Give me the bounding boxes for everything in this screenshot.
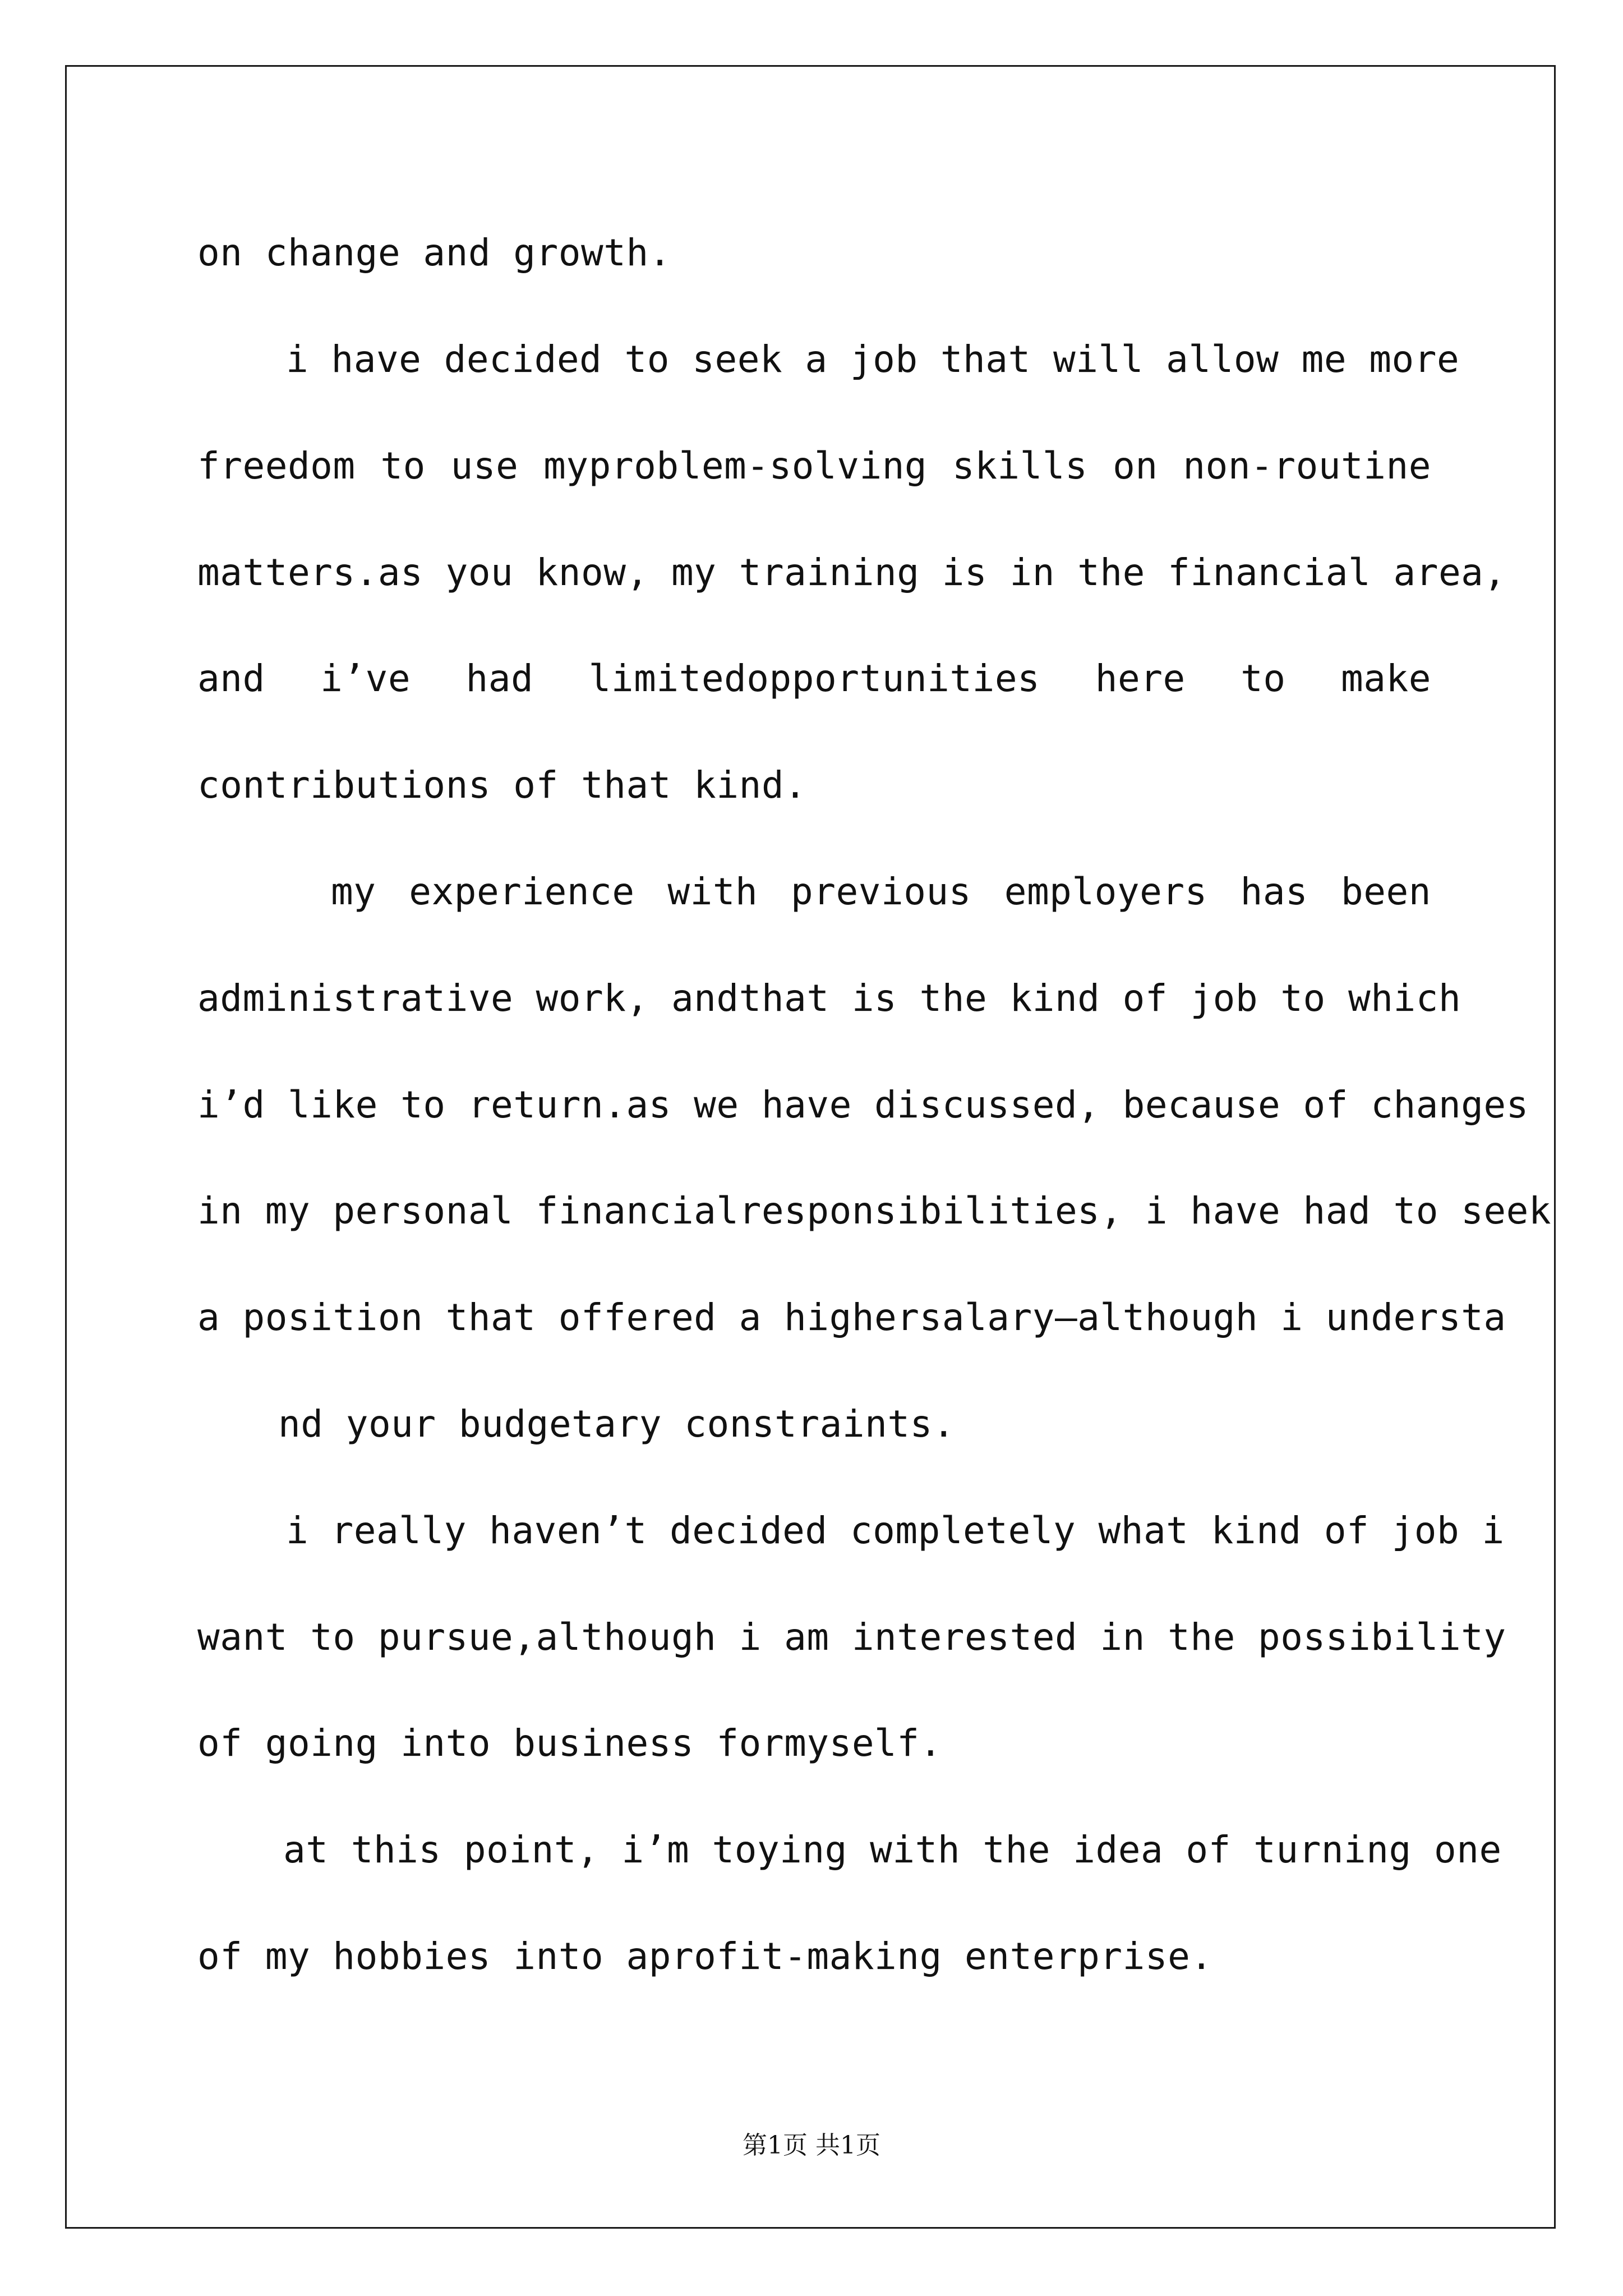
text-line: of my hobbies into aprofit-making enterprise.	[197, 1935, 1213, 1978]
page-border	[65, 65, 1556, 2229]
text-line: matters.as you know, my training is in the financial area,	[197, 551, 1506, 594]
text-line: want to pursue,although i am interested in the possibility	[197, 1616, 1506, 1659]
text-line: contributions of that kind.	[197, 763, 807, 807]
text-line: i have decided to seek a job that will allow me more	[286, 338, 1460, 381]
text-line: of going into business formyself.	[197, 1722, 942, 1765]
text-line: administrative work, andthat is the kind of job to which	[197, 977, 1461, 1020]
text-line: in my personal financialresponsibilities, i have had to seek	[197, 1189, 1552, 1232]
text-line: my experience with previous employers has been	[331, 870, 1431, 913]
text-line: i really haven’t decided completely what kind of job i	[286, 1509, 1505, 1552]
text-line: on change and growth.	[197, 231, 671, 274]
page-number-footer: 第1页 共1页	[743, 2131, 880, 2160]
text-line: nd your budgetary constraints.	[278, 1402, 956, 1446]
text-line: and i’ve had limitedopportunities here to make	[197, 657, 1431, 700]
text-line: freedom to use myproblem-solving skills on non-routine	[197, 444, 1431, 487]
text-line: a position that offered a highersalary–although i understa	[197, 1296, 1506, 1339]
text-line: at this point, i’m toying with the idea of turning one	[283, 1828, 1502, 1871]
text-line: i’d like to return.as we have discussed, because of changes	[197, 1083, 1529, 1126]
